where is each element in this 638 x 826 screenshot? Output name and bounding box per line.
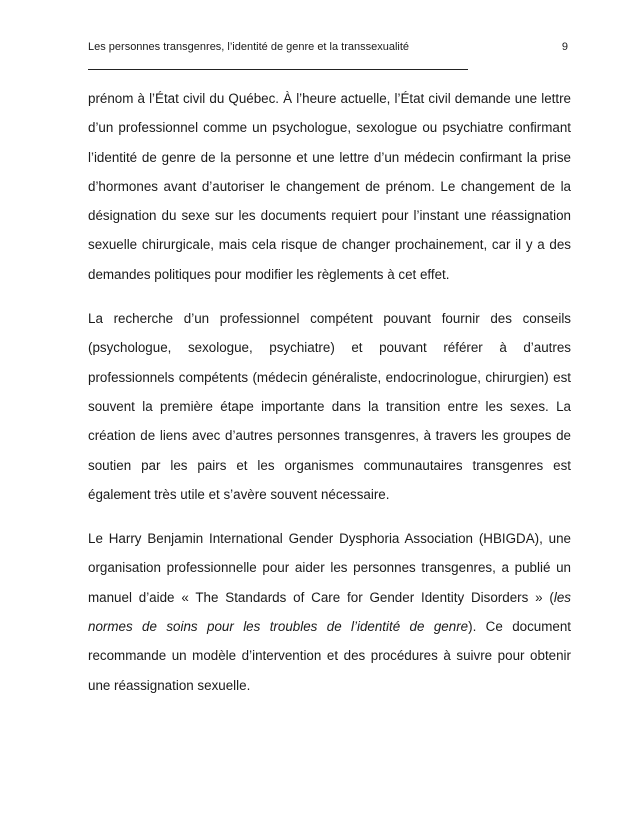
body-text xyxy=(88,84,571,715)
header-rule xyxy=(88,69,468,70)
paragraph-3-text-b: ). Ce document recommande un modèle d’intervention et des procédures à suivre pour obtenir une réassignation sexuelle. xyxy=(88,619,572,693)
paragraph-3-italic-title: les normes de soins pour les troubles de l’identité de genre xyxy=(88,589,571,635)
paragraph-2: La recherche d’un professionnel compétent pouvant fournir des conseils (psychologue, sexologue, psychiatre) et pouvant référer à d’autres professionnels compétents (médecin généraliste, endocrinologue, chirurgien) est souvent la première étape importante dans la transition entre les sexes. La création de liens avec d’autres personnes transgenres, à travers les groupes de soutien par les pairs et les organismes communautaires transgenres est également très utile et s’avère souvent nécessaire. xyxy=(88,311,571,502)
page-number: 9 xyxy=(561,41,568,53)
paragraph-3-text-a: Le Harry Benjamin International Gender Dysphoria Association (HBIGDA), une organisation professionnelle pour aider les personnes transgenres, a publié un manuel d’aide « The Standards of Care for Gender Identity Disorders » ( xyxy=(88,531,571,605)
paragraph-3 xyxy=(88,524,571,700)
paragraph-1: prénom à l’État civil du Québec. À l’heure actuelle, l’État civil demande une lettre d’un professionnel comme un psychologue, sexologue ou psychiatre confirmant l’identité de genre de la personne et une lettre d’un médecin confirmant la prise d’hormones avant d’autoriser le changement de prénom. Le changement de la désignation du sexe sur les documents requiert pour l’instant une réassignation sexuelle chirurgicale, mais cela risque de changer prochainement, car il y a des demandes politiques pour modifier les règlements à cet effet. xyxy=(88,91,571,282)
running-header-title: Les personnes transgenres, l’identité de genre et la transsexualité xyxy=(88,41,410,53)
